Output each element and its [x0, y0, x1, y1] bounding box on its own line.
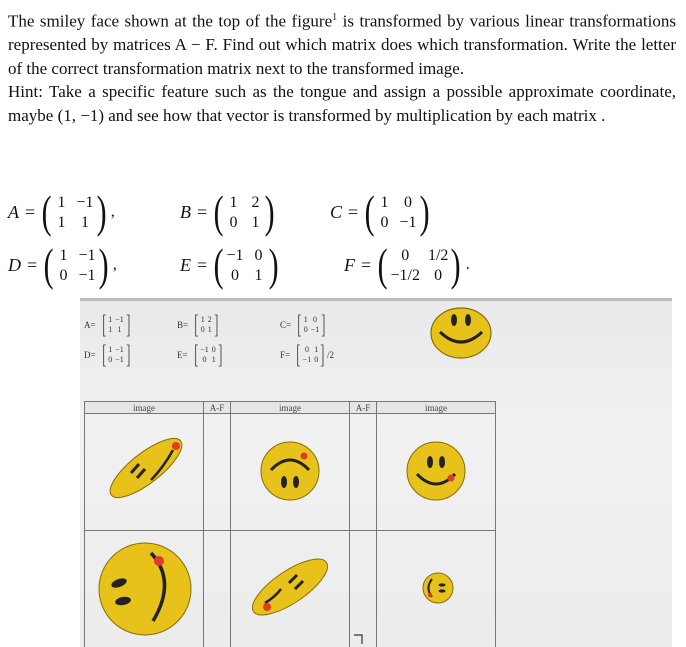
pen-mark [352, 631, 366, 645]
header-image-1: image [85, 402, 204, 414]
matrix-c: C = ( 1 0 0 −1 ) [330, 186, 430, 237]
image-cell [231, 531, 350, 647]
upright-smiley [405, 440, 467, 502]
image-cell [231, 414, 350, 531]
flipped-smiley [259, 440, 321, 502]
photo-matrix-e: E= [ −1 0 0 1 ] [177, 340, 223, 369]
photo-matrix-f: F= [ 0 1 −1 0 ] /2 [280, 340, 334, 369]
matrix-row-1 [0, 183, 686, 241]
image-cell [377, 531, 496, 647]
rotated-scaled-smiley [97, 541, 193, 637]
table-row [85, 531, 496, 647]
photo-matrix-b: B= [ 1 2 0 1 ] [177, 310, 219, 339]
problem-text-rest: is transformed by various linear transformations represented by matrices A − F. Find out which matrix does which transformation. Write the letter of the correct transformation matrix next to the transformed image. [8, 11, 676, 78]
header-image-2: image [231, 402, 350, 414]
header-af-1: A-F [204, 402, 231, 414]
table-header-row [85, 402, 496, 414]
matrix-row-2 [0, 236, 686, 294]
answer-cell[interactable] [204, 414, 231, 531]
photo-matrix-c: C= [ 1 0 0 −1 ] [280, 310, 326, 339]
photo-matrix-a: A= [ 1 −1 1 1 ] [84, 310, 131, 339]
matrix-b: B = ( 1 2 0 1 ) [180, 186, 276, 237]
footnote-marker: 1 [332, 12, 338, 23]
image-cell [85, 531, 204, 647]
matrix-d: D = ( 1 −1 0 −1 ) , [8, 239, 117, 290]
matrix-f: F = ( 0 1/2 −1/2 0 ) . [344, 239, 470, 290]
header-af-2: A-F [350, 402, 377, 414]
worksheet-photo [80, 298, 672, 647]
photo-f-note: /2 [326, 350, 334, 360]
hint-text: Hint: Take a specific feature such as the tongue and assign a possible approximate coordinate, maybe (1, −1) and see how that vector is transformed by multiplication by each matrix . [8, 82, 676, 125]
answer-cell[interactable] [204, 531, 231, 647]
matrix-e: E = ( −1 0 0 1 ) [180, 239, 279, 290]
problem-text-start: The smiley face shown at the top of the figure [8, 11, 333, 31]
photo-matrix-d: D= [ 1 −1 0 −1 ] [84, 340, 131, 369]
sheared-smiley [101, 428, 191, 508]
image-cell [85, 414, 204, 531]
photo-top-edge [80, 298, 672, 301]
sheared-smiley-2 [245, 547, 335, 627]
table-row [85, 414, 496, 531]
answer-cell[interactable] [350, 531, 377, 647]
header-image-3: image [377, 402, 496, 414]
matrix-a: A = ( 1 −1 1 1 ) , [8, 186, 115, 237]
rotated-small-smiley [421, 571, 455, 605]
original-smiley [428, 304, 494, 360]
answer-cell[interactable] [350, 414, 377, 531]
problem-statement [8, 6, 676, 127]
answer-table [84, 401, 496, 647]
image-cell [377, 414, 496, 531]
